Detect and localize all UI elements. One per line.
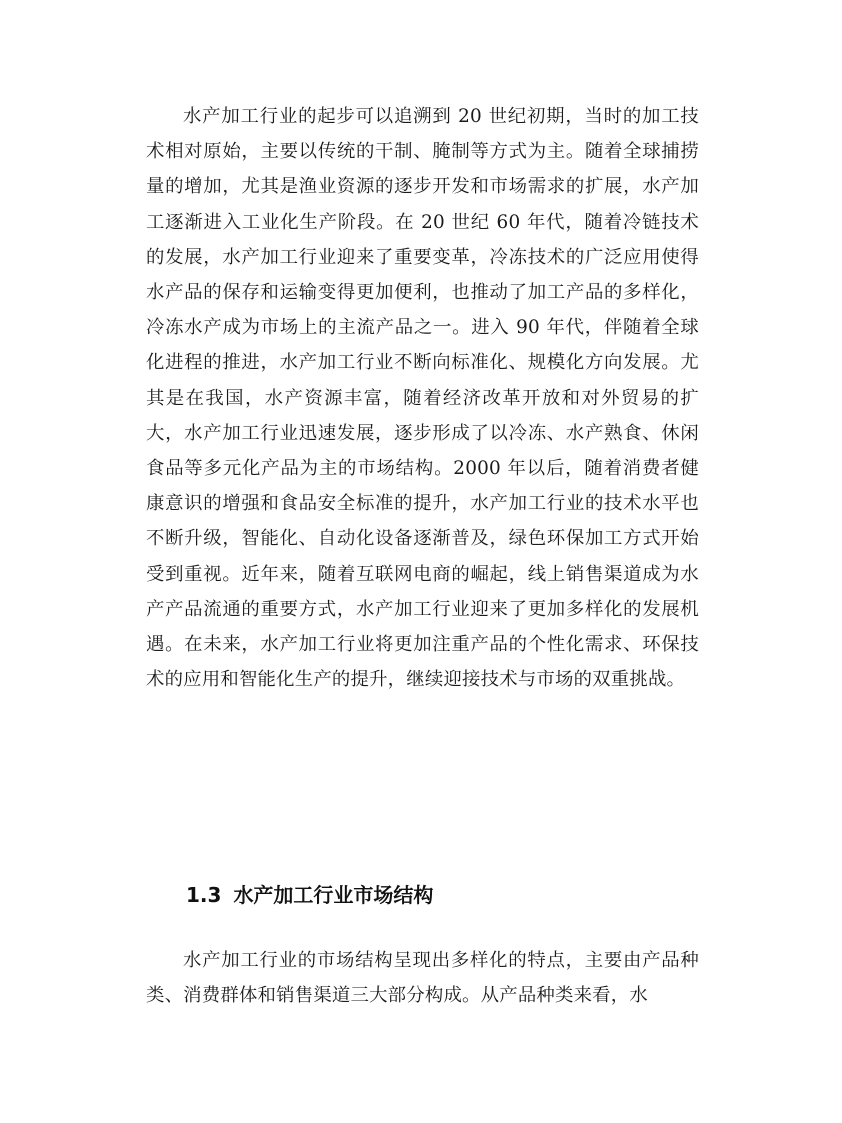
body-paragraph: 水产加工行业的市场结构呈现出多样化的特点，主要由产品种类、消费群体和销售渠道三大部分构成。从产品种类来看，水	[146, 950, 699, 1007]
section-heading	[186, 880, 433, 910]
body-paragraph: 水产加工行业的起步可以追溯到 20 世纪初期，当时的加工技术相对原始，主要以传统的干制、腌制等方式为主。随着全球捕捞量的增加，尤其是渔业资源的逐步开发和市场需求的扩展，水产加工逐渐进入工业化生产阶段。在 20 世纪 60 年代，随着冷链技术的发展，水产加工行业迎来了重要变革，冷冻技术的广泛应用使得水产品的保存和运输变得更加便利，也推动了加工产品的多样化，冷冻水产成为市场上的主流产品之一。进入 90 年代，伴随着全球化进程的推进，水产加工行业不断向标准化、规模化方向发展。尤其是在我国，水产资源丰富，随着经济改革开放和对外贸易的扩大，水产加工行业迅速发展，逐步形成了以冷冻、水产熟食、休闲食品等多元化产品为主的市场结构。2000 年以后，随着消费者健康意识的增强和食品安全标准的提升，水产加工行业的技术水平也不断升级，智能化、自动化设备逐渐普及，绿色环保加工方式开始受到重视。近年来，随着互联网电商的崛起，线上销售渠道成为水产产品流通的重要方式，水产加工行业迎来了更加多样化的发展机遇。在未来，水产加工行业将更加注重产品的个性化需求、环保技术的应用和智能化生产的提升，继续迎接技术与市场的双重挑战。	[146, 106, 699, 691]
section-number: 1.3	[186, 883, 222, 907]
section-title: 水产加工行业市场结构	[233, 883, 434, 907]
